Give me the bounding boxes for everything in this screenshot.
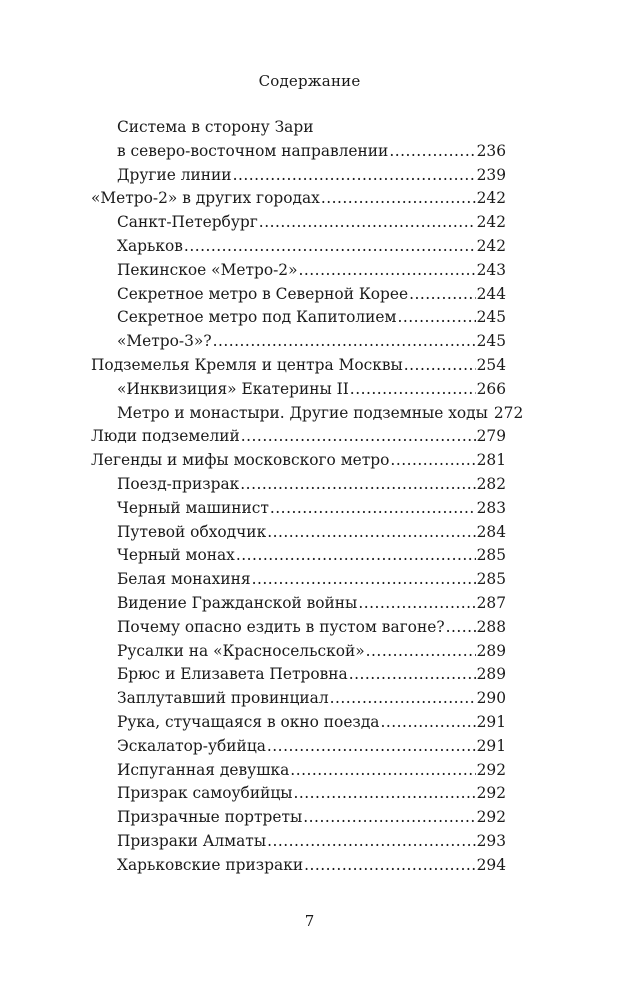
toc-entry-page: 284 (476, 522, 506, 541)
toc-dot-leader (241, 425, 476, 449)
toc-entry (117, 544, 506, 568)
toc-entry-page: 292 (476, 760, 506, 779)
toc-dot-leader (446, 616, 476, 640)
toc-entry (117, 568, 506, 592)
toc-entry-page: 291 (476, 736, 506, 755)
toc-dot-leader (350, 378, 476, 402)
toc-entry (117, 235, 506, 259)
toc-dot-leader (299, 259, 476, 283)
page-title: Содержание (258, 72, 361, 90)
toc-dot-leader (267, 521, 475, 545)
toc-entry (117, 616, 506, 640)
toc-entry-title: Система в сторону Зари (117, 118, 314, 136)
toc-entry-title: Рука, стучащаяся в окно поезда (117, 712, 380, 731)
toc-dot-leader (389, 140, 475, 164)
toc-entry (91, 425, 506, 449)
toc-dot-leader (349, 663, 476, 687)
toc-entry-title: Испуганная девушка (117, 760, 290, 779)
toc-entry-page: 266 (476, 379, 506, 398)
toc-entry (117, 687, 506, 711)
toc-dot-leader (398, 306, 476, 330)
toc-entry (117, 782, 506, 806)
toc-entry-title: Почему опасно ездить в пустом вагоне? (117, 617, 445, 636)
toc-entry-page: 244 (476, 284, 506, 303)
toc-entry (117, 640, 506, 664)
toc-entry (117, 806, 506, 830)
toc-entry-title: Призрачные портреты (117, 808, 303, 827)
toc-entry-title: Метро и монастыри. Другие подземные ходы (117, 403, 488, 422)
toc-entry-title: Заплутавший провинциал (117, 689, 329, 708)
toc-entry (117, 306, 506, 330)
toc-entry-page: 285 (476, 570, 506, 589)
toc-entry-page: 242 (476, 236, 506, 255)
toc-entry (117, 592, 506, 616)
toc-entry-title: Путевой обходчик (117, 522, 267, 541)
toc-entry (117, 330, 506, 354)
toc-dot-leader (270, 497, 476, 521)
toc-entry-title: «Метро-3»? (117, 332, 212, 351)
toc-dot-leader (409, 283, 476, 307)
toc-entry-page: 272 (493, 403, 524, 422)
toc-dot-leader (236, 544, 476, 568)
toc-entry-page: 285 (476, 546, 506, 565)
toc-entry-title: Другие линии (117, 165, 232, 184)
toc-entry-page: 293 (476, 831, 506, 850)
toc-dot-leader (252, 568, 476, 592)
toc-entry-title: Пекинское «Метро-2» (117, 260, 298, 279)
toc-dot-leader (184, 235, 476, 259)
toc-entry-page: 245 (476, 332, 506, 351)
toc-entry-page: 282 (476, 474, 506, 493)
toc-dot-leader (267, 735, 476, 759)
toc-dot-leader (380, 711, 475, 735)
toc-entry (117, 521, 506, 545)
toc-entry (117, 164, 506, 188)
toc-entry-page: 289 (476, 665, 506, 684)
toc-entry-page: 291 (476, 712, 506, 731)
toc-entry-page: 239 (476, 165, 506, 184)
table-of-contents (91, 116, 524, 878)
toc-dot-leader (213, 330, 476, 354)
toc-entry (117, 378, 506, 402)
toc-entry-title: Брюс и Елизавета Петровна (117, 665, 348, 684)
toc-entry-title: «Метро-2» в других городах (91, 189, 320, 208)
toc-entry-page: 245 (476, 308, 506, 327)
toc-entry-page: 242 (476, 189, 506, 208)
toc-entry-page: 290 (476, 689, 506, 708)
toc-entry-title: Видение Гражданской войны (117, 593, 358, 612)
toc-dot-leader (390, 449, 475, 473)
toc-entry-page: 288 (476, 617, 506, 636)
toc-entry-title: в северо-восточном направлении (117, 141, 389, 160)
page-number: 7 (304, 912, 315, 930)
toc-entry-page: 287 (476, 593, 506, 612)
toc-entry-title: Подземелья Кремля и центра Москвы (91, 355, 403, 374)
toc-entry-title: Белая монахиня (117, 570, 251, 589)
toc-dot-leader (358, 592, 475, 616)
toc-entry-page: 279 (476, 427, 506, 446)
toc-entry (117, 402, 524, 426)
toc-entry-title: Люди подземелий (91, 427, 240, 446)
toc-entry-page: 281 (476, 451, 506, 470)
toc-entry (117, 830, 506, 854)
toc-entry-title: Санкт-Петербург (117, 213, 258, 232)
toc-entry (91, 449, 506, 473)
toc-dot-leader (366, 640, 476, 664)
toc-entry (91, 187, 506, 211)
toc-entry-page: 242 (476, 213, 506, 232)
toc-entry-title: Секретное метро под Капитолием (117, 308, 397, 327)
toc-dot-leader (330, 687, 476, 711)
toc-entry-page: 289 (476, 641, 506, 660)
toc-dot-leader (267, 830, 476, 854)
toc-dot-leader (240, 473, 475, 497)
toc-dot-leader (233, 164, 476, 188)
toc-entry (117, 735, 506, 759)
toc-entry (117, 473, 506, 497)
toc-entry-page: 243 (476, 260, 506, 279)
toc-entry-title: Призрак самоубийцы (117, 784, 293, 803)
toc-entry (117, 283, 506, 307)
toc-entry-page: 254 (476, 355, 506, 374)
toc-entry-page: 292 (476, 808, 506, 827)
toc-entry (117, 140, 506, 164)
toc-entry-title: Русалки на «Красносельской» (117, 641, 365, 660)
toc-dot-leader (321, 187, 476, 211)
toc-dot-leader (259, 211, 476, 235)
toc-entry (117, 211, 506, 235)
toc-dot-leader (303, 806, 475, 830)
toc-entry-title: Легенды и мифы московского метро (91, 451, 390, 470)
toc-entry-title: Поезд-призрак (117, 474, 240, 493)
toc-entry-title: Черный машинист (117, 498, 269, 517)
toc-dot-leader (304, 854, 476, 878)
toc-dot-leader (290, 759, 475, 783)
toc-entry-page: 283 (476, 498, 506, 517)
toc-dot-leader (404, 354, 476, 378)
toc-entry (117, 116, 506, 140)
toc-dot-leader (293, 782, 475, 806)
toc-entry-title: Призраки Алматы (117, 831, 267, 850)
toc-entry (117, 854, 506, 878)
toc-entry (117, 711, 506, 735)
toc-entry-title: Эскалатор-убийца (117, 736, 266, 755)
toc-entry (117, 497, 506, 521)
toc-entry-title: Черный монах (117, 546, 235, 565)
toc-entry-title: Харьков (117, 236, 183, 255)
toc-entry (117, 663, 506, 687)
toc-entry-page: 294 (476, 855, 506, 874)
toc-entry (117, 759, 506, 783)
toc-entry-title: «Инквизиция» Екатерины II (117, 379, 349, 398)
toc-entry-title: Харьковские призраки (117, 855, 304, 874)
toc-entry (117, 259, 506, 283)
toc-entry-page: 236 (476, 141, 506, 160)
toc-entry-page: 292 (476, 784, 506, 803)
toc-entry (91, 354, 506, 378)
toc-entry-title: Секретное метро в Северной Корее (117, 284, 409, 303)
